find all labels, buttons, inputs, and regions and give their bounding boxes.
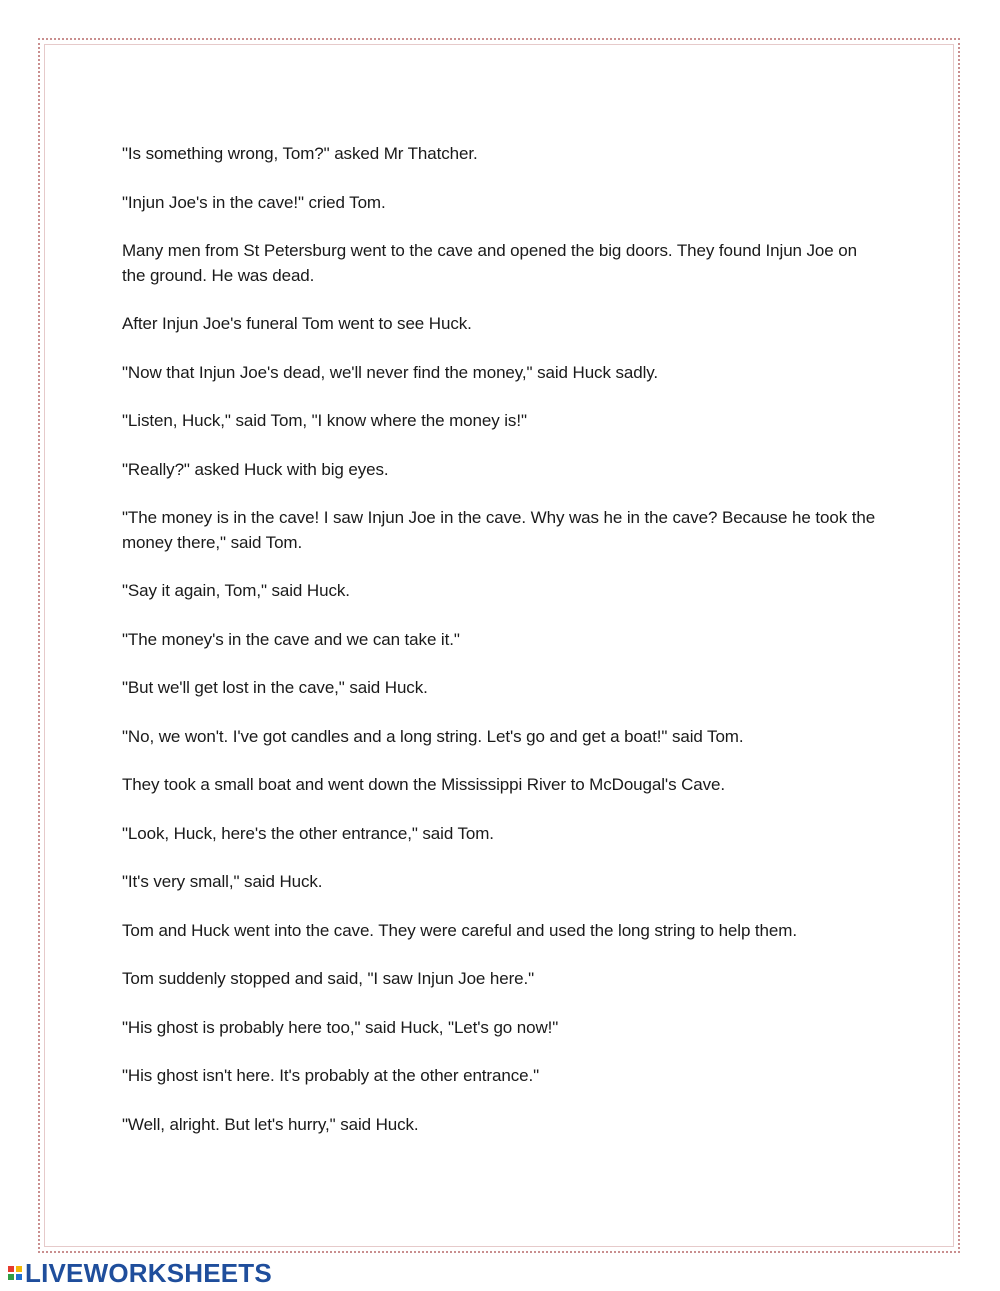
logo-text: LIVEWORKSHEETS [25,1257,272,1288]
liveworksheets-logo [8,1258,272,1288]
paragraph-11: "But we'll get lost in the cave," said Huck. [122,678,428,697]
paragraph-9: "Say it again, Tom," said Huck. [122,581,350,600]
logo-square-yellow [16,1266,22,1272]
paragraph-18: "His ghost is probably here too," said Huck, "Let's go now!" [122,1017,559,1037]
paragraph-5: "Now that Injun Joe's dead, we'll never find the money," said Huck sadly. [122,362,659,382]
paragraph-14: "Look, Huck, here's the other entrance," said Tom. [122,823,494,843]
story-text [122,142,882,1161]
paragraph-13: They took a small boat and went down the Mississippi River to McDougal's Cave. [122,775,725,794]
paragraph-1: "Is something wrong, Tom?" asked Mr Thatcher. [122,144,478,163]
paragraph-17: Tom suddenly stopped and said, "I saw Injun Joe here." [122,969,535,988]
paragraph-3: Many men from St Petersburg went to the cave and opened the big doors. They found Injun Joe on the ground. He was dead. [122,241,857,285]
paragraph-12: "No, we won't. I've got candles and a long string. Let's go and get a boat!" said Tom. [122,726,744,746]
paragraph-10: "The money's in the cave and we can take it." [122,629,460,649]
logo-square-green [8,1274,14,1280]
paragraph-16: Tom and Huck went into the cave. They were careful and used the long string to help them. [122,920,797,940]
logo-square-red [8,1266,14,1272]
logo-square-blue [16,1274,22,1280]
logo-squares-icon [8,1266,22,1280]
paragraph-6: "Listen, Huck," said Tom, "I know where the money is!" [122,411,527,430]
paragraph-20: "Well, alright. But let's hurry," said Huck. [122,1114,419,1134]
paragraph-15: "It's very small," said Huck. [122,872,323,891]
paragraph-7: "Really?" asked Huck with big eyes. [122,459,389,479]
paragraph-2: "Injun Joe's in the cave!" cried Tom. [122,192,386,212]
paragraph-19: "His ghost isn't here. It's probably at the other entrance." [122,1066,540,1085]
paragraph-8: "The money is in the cave! I saw Injun Joe in the cave. Why was he in the cave? Because he took the money there," said Tom. [122,508,876,552]
paragraph-4: After Injun Joe's funeral Tom went to see Huck. [122,314,472,333]
